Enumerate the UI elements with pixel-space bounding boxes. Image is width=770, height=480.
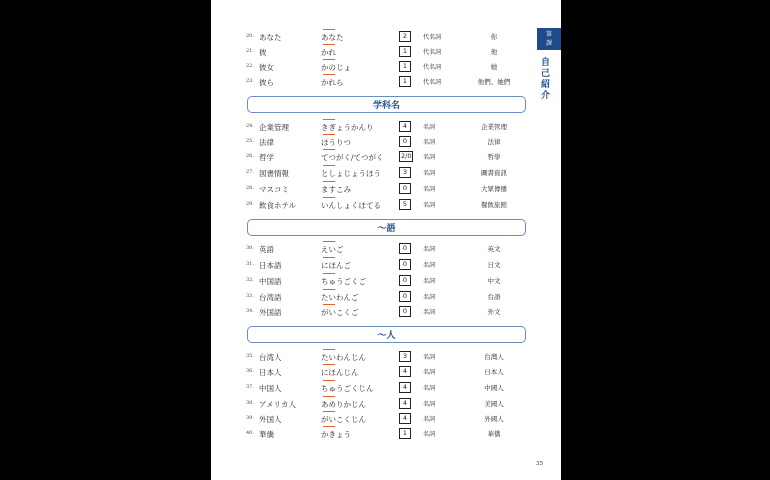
accent-box: 0 <box>399 275 411 286</box>
accent-box: 0 <box>399 259 411 270</box>
vocab-row <box>211 43 501 58</box>
vocab-number: 21. <box>246 48 254 54</box>
vocab-word: 台湾人 <box>259 353 282 362</box>
vocab-number: 35. <box>246 353 254 359</box>
vocab-number: 26. <box>246 153 254 159</box>
accent-box: 1 <box>399 428 411 439</box>
vocab-row <box>211 164 507 179</box>
vocab-number: 25. <box>246 138 254 144</box>
vocab-reading: ますこみ <box>321 185 351 194</box>
chinese-meaning: 中國人 <box>484 384 504 392</box>
vocab-reading: かれら <box>321 78 344 87</box>
vocab-word: 飲食ホテル <box>259 201 297 210</box>
vocab-reading: あなた <box>321 33 344 42</box>
vocab-number: 40. <box>246 430 254 436</box>
chinese-meaning: 美國人 <box>484 400 504 408</box>
vocab-row <box>211 288 501 303</box>
chinese-meaning: 她 <box>490 63 498 71</box>
vocab-number: 20. <box>246 33 254 39</box>
part-of-speech: 名詞 <box>423 278 436 285</box>
chinese-meaning: 圖書資訊 <box>481 169 507 177</box>
part-of-speech: 名詞 <box>423 246 436 253</box>
vocab-word: 日本人 <box>259 368 282 377</box>
chinese-meaning: 華僑 <box>487 430 501 438</box>
vocab-number: 31. <box>246 261 254 267</box>
section-heading: ～人 <box>377 331 396 341</box>
vocab-row <box>211 272 501 287</box>
accent-box: 1 <box>399 46 411 57</box>
vocab-word: 外国人 <box>259 415 282 424</box>
chinese-meaning: 他 <box>490 48 498 56</box>
vocab-word: 中国語 <box>259 277 282 286</box>
vocab-word: 法律 <box>259 138 274 147</box>
vocab-reading: たいわんご <box>321 293 359 302</box>
part-of-speech: 名詞 <box>423 170 436 177</box>
vocab-reading: かきょう <box>321 430 351 439</box>
accent-box: 1 <box>399 76 411 87</box>
accent-box: 3 <box>399 167 411 178</box>
vocab-word: 彼女 <box>259 63 274 72</box>
vocab-word: 図書情報 <box>259 169 289 178</box>
vocab-number: 28. <box>246 185 254 191</box>
page-number: 35 <box>536 461 543 467</box>
vocab-number: 30. <box>246 245 254 251</box>
accent-box: 3 <box>399 351 411 362</box>
accent-box: 0 <box>399 136 411 147</box>
vocab-number: 38. <box>246 400 254 406</box>
part-of-speech: 代名詞 <box>423 79 442 86</box>
section-header <box>247 219 526 236</box>
chinese-meaning: 你 <box>490 33 498 41</box>
vocab-row <box>211 58 501 73</box>
textbook-page <box>211 0 561 480</box>
part-of-speech: 代名詞 <box>423 34 442 41</box>
vocab-row <box>211 395 504 410</box>
section-header <box>247 96 526 113</box>
vocab-reading: えいご <box>321 245 344 254</box>
vocab-word: 日本語 <box>259 261 282 270</box>
accent-box: 0 <box>399 183 411 194</box>
vocab-number: 24. <box>246 123 254 129</box>
vocab-number: 36. <box>246 368 254 374</box>
vocab-number: 22. <box>246 63 254 69</box>
accent-box: 5 <box>399 199 411 210</box>
chinese-meaning: 日文 <box>487 261 501 269</box>
vocab-reading: ほうりつ <box>321 138 351 147</box>
vocab-word: 華僑 <box>259 430 274 439</box>
vocab-reading: きぎょうかんり <box>321 123 374 132</box>
accent-box: 4 <box>399 398 411 409</box>
vocab-word: 外国語 <box>259 308 282 317</box>
vocab-word: 台湾語 <box>259 293 282 302</box>
vocab-reading: にほんご <box>321 261 351 270</box>
vocab-word: あなた <box>259 33 282 42</box>
vocab-row <box>211 180 507 195</box>
part-of-speech: 代名詞 <box>423 64 442 71</box>
accent-box: 4 <box>399 382 411 393</box>
chinese-meaning: 外文 <box>487 308 501 316</box>
vocab-reading: いんしょくほてる <box>321 201 381 210</box>
section-heading: ～語 <box>377 224 396 234</box>
chinese-meaning: 他們、她們 <box>477 78 511 86</box>
part-of-speech: 名詞 <box>423 369 436 376</box>
part-of-speech: 名詞 <box>423 309 436 316</box>
vocab-row <box>211 256 501 271</box>
chinese-meaning: 企業管理 <box>481 123 507 131</box>
vocab-row <box>211 425 501 440</box>
vocab-row <box>211 73 511 88</box>
accent-box: 4 <box>399 366 411 377</box>
vocab-number: 29. <box>246 201 254 207</box>
accent-box: 0 <box>399 306 411 317</box>
vocab-word: 彼ら <box>259 78 274 87</box>
part-of-speech: 代名詞 <box>423 49 442 56</box>
vocab-number: 32. <box>246 277 254 283</box>
section-heading: 学科名 <box>372 101 400 111</box>
part-of-speech: 名詞 <box>423 139 436 146</box>
vocab-row <box>211 363 504 378</box>
accent-box: 4 <box>399 121 411 132</box>
chinese-meaning: 大眾傳播 <box>481 185 507 193</box>
vocab-reading: がいこくご <box>321 308 359 317</box>
chinese-meaning: 餐飲旅館 <box>481 201 507 209</box>
part-of-speech: 名詞 <box>423 202 436 209</box>
chapter-tab[interactable] <box>537 28 561 50</box>
chinese-meaning: 哲學 <box>487 153 501 161</box>
vocab-row <box>211 410 504 425</box>
vocab-word: マスコミ <box>259 185 289 194</box>
vocab-row <box>211 133 501 148</box>
vocab-row <box>211 240 501 255</box>
vocab-number: 27. <box>246 169 254 175</box>
chinese-meaning: 外國人 <box>484 415 504 423</box>
chapter-title: 自己紹介 <box>541 58 551 101</box>
chinese-meaning: 台灣人 <box>484 353 504 361</box>
section-header <box>247 326 526 343</box>
vocab-row <box>211 303 501 318</box>
chapter-tab-line1: 第 <box>545 31 552 38</box>
vocab-number: 23. <box>246 78 254 84</box>
chinese-meaning: 英文 <box>487 245 501 253</box>
part-of-speech: 名詞 <box>423 294 436 301</box>
vocab-reading: ちゅうごくご <box>321 277 366 286</box>
vocab-row <box>211 379 504 394</box>
vocab-word: 彼 <box>259 48 267 57</box>
part-of-speech: 名詞 <box>423 154 436 161</box>
part-of-speech: 名詞 <box>423 262 436 269</box>
vocab-reading: かのじょ <box>321 63 351 72</box>
part-of-speech: 名詞 <box>423 416 436 423</box>
chinese-meaning: 台語 <box>487 293 501 301</box>
vocab-reading: がいこくじん <box>321 415 366 424</box>
vocab-row <box>211 148 501 163</box>
vocab-reading: かれ <box>321 48 336 57</box>
vocab-word: 英語 <box>259 245 274 254</box>
chapter-tab-line2: 課 <box>545 40 552 47</box>
accent-box: 4 <box>399 413 411 424</box>
vocab-number: 34. <box>246 308 254 314</box>
vocab-number: 39. <box>246 415 254 421</box>
part-of-speech: 名詞 <box>423 186 436 193</box>
part-of-speech: 名詞 <box>423 385 436 392</box>
part-of-speech: 名詞 <box>423 431 436 438</box>
vocab-reading: ちゅうごくじん <box>321 384 374 393</box>
vocab-reading: てつがく/てつがく <box>321 153 384 162</box>
chinese-meaning: 日本人 <box>484 368 504 376</box>
vocab-word: 中国人 <box>259 384 282 393</box>
vocab-row <box>211 196 507 211</box>
vocab-reading: あめりかじん <box>321 400 366 409</box>
part-of-speech: 名詞 <box>423 401 436 408</box>
chinese-meaning: 中文 <box>487 277 501 285</box>
vocab-word: アメリカ人 <box>259 400 296 409</box>
chinese-meaning: 法律 <box>487 138 501 146</box>
part-of-speech: 名詞 <box>423 124 436 131</box>
vocab-reading: としょじょうほう <box>321 169 381 178</box>
vocab-reading: たいわんじん <box>321 353 366 362</box>
vocab-row <box>211 118 507 133</box>
accent-box: 2/0 <box>401 152 412 160</box>
vocab-number: 33. <box>246 293 254 299</box>
vocab-word: 企業管理 <box>259 123 289 132</box>
vocab-reading: にほんじん <box>321 368 359 377</box>
accent-box: 1 <box>399 61 411 72</box>
vocab-number: 37. <box>246 384 254 390</box>
accent-box: 0 <box>399 243 411 254</box>
vocab-row <box>211 28 501 43</box>
accent-box: 2 <box>399 31 411 42</box>
accent-box: 0 <box>399 291 411 302</box>
vocab-row <box>211 348 504 363</box>
vocab-word: 哲学 <box>259 153 274 162</box>
part-of-speech: 名詞 <box>423 354 436 361</box>
